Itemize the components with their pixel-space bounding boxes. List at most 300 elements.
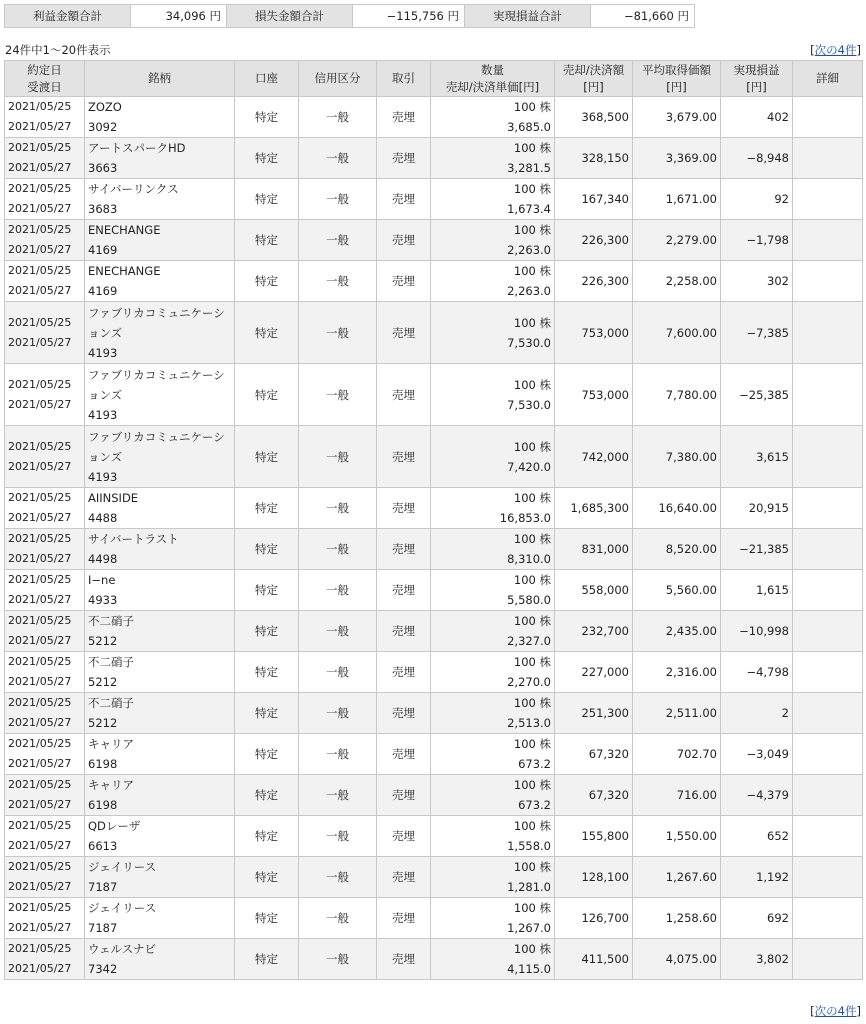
trade-cell: 売埋 xyxy=(377,570,431,611)
detail-cell xyxy=(793,611,863,652)
qty-cell xyxy=(431,775,555,816)
stock-code: 4933 xyxy=(88,593,118,607)
stock-name: ファブリカコミュニケーションズ xyxy=(88,305,225,340)
qty-cell xyxy=(431,220,555,261)
unit-price: 673.2 xyxy=(518,798,551,812)
account-cell: 特定 xyxy=(235,179,299,220)
realized-pl-cell: 2 xyxy=(721,693,793,734)
settle-date: 2021/05/27 xyxy=(8,675,72,688)
stock-cell xyxy=(85,570,235,611)
detail-cell xyxy=(793,570,863,611)
settle-date: 2021/05/27 xyxy=(8,716,72,729)
stock-code: 4488 xyxy=(88,511,118,525)
realized-pl-cell: −25,385 xyxy=(721,364,793,426)
qty-value: 100 株 xyxy=(513,315,551,330)
stock-cell xyxy=(85,693,235,734)
date-cell xyxy=(5,426,85,488)
detail-cell xyxy=(793,97,863,138)
stock-name: アートスパークHD xyxy=(88,141,186,155)
detail-cell xyxy=(793,693,863,734)
header-date: 約定日 受渡日 xyxy=(5,61,85,97)
profit-total-value: 34,096 円 xyxy=(131,5,227,28)
date-cell xyxy=(5,816,85,857)
qty-value: 100 株 xyxy=(513,439,551,454)
stock-cell xyxy=(85,529,235,570)
date-cell xyxy=(5,570,85,611)
trade-date: 2021/05/25 xyxy=(8,491,72,504)
qty-value: 100 株 xyxy=(513,141,551,155)
detail-cell xyxy=(793,220,863,261)
detail-cell xyxy=(793,734,863,775)
stock-cell xyxy=(85,220,235,261)
table-row xyxy=(5,529,863,570)
settle-date: 2021/05/27 xyxy=(8,634,72,647)
account-cell: 特定 xyxy=(235,138,299,179)
qty-cell xyxy=(431,364,555,426)
date-cell xyxy=(5,529,85,570)
qty-cell xyxy=(431,734,555,775)
account-cell: 特定 xyxy=(235,734,299,775)
stock-cell xyxy=(85,898,235,939)
credit-cell: 一般 xyxy=(299,816,377,857)
qty-value: 100 株 xyxy=(513,614,551,628)
account-cell: 特定 xyxy=(235,302,299,364)
realized-pl-cell: −4,379 xyxy=(721,775,793,816)
table-row xyxy=(5,939,863,980)
amount-cell: 227,000 xyxy=(555,652,633,693)
trade-cell: 売埋 xyxy=(377,220,431,261)
qty-value: 100 株 xyxy=(513,860,551,874)
date-cell xyxy=(5,652,85,693)
qty-cell xyxy=(431,570,555,611)
account-cell: 特定 xyxy=(235,426,299,488)
amount-cell: 128,100 xyxy=(555,857,633,898)
trade-cell: 売埋 xyxy=(377,529,431,570)
result-count-bar xyxy=(5,43,861,57)
date-cell xyxy=(5,261,85,302)
avg-price-cell: 7,780.00 xyxy=(633,364,721,426)
stock-code: 6198 xyxy=(88,798,118,812)
qty-cell xyxy=(431,857,555,898)
stock-code: 5212 xyxy=(88,716,118,730)
credit-cell: 一般 xyxy=(299,939,377,980)
settle-date: 2021/05/27 xyxy=(8,284,72,297)
realized-pl-cell: 20,915 xyxy=(721,488,793,529)
realized-pl-cell: 302 xyxy=(721,261,793,302)
table-row xyxy=(5,693,863,734)
qty-value: 100 株 xyxy=(513,264,551,278)
table-row xyxy=(5,488,863,529)
unit-price: 1,267.0 xyxy=(507,921,551,935)
header-avg-price: 平均取得価額 [円] xyxy=(633,61,721,97)
avg-price-cell: 2,435.00 xyxy=(633,611,721,652)
qty-cell xyxy=(431,898,555,939)
trade-date: 2021/05/25 xyxy=(8,696,72,709)
credit-cell: 一般 xyxy=(299,611,377,652)
credit-cell: 一般 xyxy=(299,220,377,261)
realized-pl-cell: 92 xyxy=(721,179,793,220)
settle-date: 2021/05/27 xyxy=(8,962,72,975)
amount-cell: 226,300 xyxy=(555,261,633,302)
date-cell xyxy=(5,939,85,980)
settle-date: 2021/05/27 xyxy=(8,120,72,133)
date-cell xyxy=(5,220,85,261)
stock-cell xyxy=(85,261,235,302)
unit-price: 7,530.0 xyxy=(507,335,551,350)
amount-cell: 167,340 xyxy=(555,179,633,220)
qty-cell xyxy=(431,426,555,488)
result-count-text: 24件中1～20件表示 xyxy=(5,43,111,57)
stock-name: サイバーリンクス xyxy=(88,182,179,196)
trade-date: 2021/05/25 xyxy=(8,100,72,113)
trade-date: 2021/05/25 xyxy=(8,614,72,627)
avg-price-cell: 1,671.00 xyxy=(633,179,721,220)
detail-cell xyxy=(793,775,863,816)
unit-price: 2,263.0 xyxy=(507,243,551,257)
table-row xyxy=(5,734,863,775)
account-cell: 特定 xyxy=(235,220,299,261)
table-row xyxy=(5,570,863,611)
trade-cell: 売埋 xyxy=(377,898,431,939)
credit-cell: 一般 xyxy=(299,693,377,734)
unit-price: 673.2 xyxy=(518,757,551,771)
trade-cell: 売埋 xyxy=(377,611,431,652)
qty-value: 100 株 xyxy=(513,532,551,546)
detail-cell xyxy=(793,364,863,426)
date-cell xyxy=(5,364,85,426)
trade-date: 2021/05/25 xyxy=(8,901,72,914)
table-row xyxy=(5,816,863,857)
table-header-row xyxy=(5,61,863,97)
credit-cell: 一般 xyxy=(299,857,377,898)
trade-cell: 売埋 xyxy=(377,261,431,302)
settle-date: 2021/05/27 xyxy=(8,161,72,174)
stock-cell xyxy=(85,816,235,857)
stock-code: 4169 xyxy=(88,243,118,257)
detail-cell xyxy=(793,261,863,302)
qty-cell xyxy=(431,179,555,220)
trade-date: 2021/05/25 xyxy=(8,860,72,873)
avg-price-cell: 3,369.00 xyxy=(633,138,721,179)
realized-pl-cell: −8,948 xyxy=(721,138,793,179)
realized-pl-cell: 652 xyxy=(721,816,793,857)
stock-code: 4498 xyxy=(88,552,118,566)
table-row xyxy=(5,220,863,261)
settle-date: 2021/05/27 xyxy=(8,839,72,852)
qty-cell xyxy=(431,816,555,857)
unit-price: 1,281.0 xyxy=(507,880,551,894)
unit-price: 3,281.5 xyxy=(507,161,551,175)
realized-pl-cell: −1,798 xyxy=(721,220,793,261)
detail-cell xyxy=(793,302,863,364)
date-cell xyxy=(5,179,85,220)
avg-price-cell: 4,075.00 xyxy=(633,939,721,980)
settle-date: 2021/05/27 xyxy=(8,552,72,565)
amount-cell: 558,000 xyxy=(555,570,633,611)
date-cell xyxy=(5,775,85,816)
qty-value: 100 株 xyxy=(513,573,551,587)
unit-price: 7,420.0 xyxy=(507,459,551,474)
stock-name: ファブリカコミュニケーションズ xyxy=(88,429,225,464)
trade-date: 2021/05/25 xyxy=(8,655,72,668)
avg-price-cell: 3,679.00 xyxy=(633,97,721,138)
stock-code: 6198 xyxy=(88,757,118,771)
stock-name: ファブリカコミュニケーションズ xyxy=(88,367,225,402)
stock-name: 不二硝子 xyxy=(88,696,134,710)
credit-cell: 一般 xyxy=(299,302,377,364)
unit-price: 2,327.0 xyxy=(507,634,551,648)
qty-value: 100 株 xyxy=(513,696,551,710)
unit-price: 8,310.0 xyxy=(507,552,551,566)
qty-cell xyxy=(431,611,555,652)
avg-price-cell: 16,640.00 xyxy=(633,488,721,529)
stock-cell xyxy=(85,488,235,529)
date-cell xyxy=(5,734,85,775)
detail-cell xyxy=(793,898,863,939)
stock-name: キャリア xyxy=(88,737,134,751)
unit-price: 2,270.0 xyxy=(507,675,551,689)
table-row xyxy=(5,426,863,488)
avg-price-cell: 1,267.60 xyxy=(633,857,721,898)
unit-price: 4,115.0 xyxy=(507,962,551,976)
stock-cell xyxy=(85,857,235,898)
qty-cell xyxy=(431,261,555,302)
header-trade: 取引 xyxy=(377,61,431,97)
stock-code: 3663 xyxy=(88,161,118,175)
credit-cell: 一般 xyxy=(299,898,377,939)
qty-cell xyxy=(431,488,555,529)
header-account: 口座 xyxy=(235,61,299,97)
trade-cell: 売埋 xyxy=(377,816,431,857)
trade-cell: 売埋 xyxy=(377,138,431,179)
qty-cell xyxy=(431,652,555,693)
realized-pl-cell: 1,615 xyxy=(721,570,793,611)
date-cell xyxy=(5,488,85,529)
unit-price: 1,558.0 xyxy=(507,839,551,853)
detail-cell xyxy=(793,857,863,898)
trade-cell: 売埋 xyxy=(377,652,431,693)
avg-price-cell: 2,279.00 xyxy=(633,220,721,261)
table-row xyxy=(5,652,863,693)
stock-name: QDレーザ xyxy=(88,819,141,833)
realized-pl-cell: −10,998 xyxy=(721,611,793,652)
trade-date: 2021/05/25 xyxy=(8,778,72,791)
credit-cell: 一般 xyxy=(299,179,377,220)
stock-code: 3683 xyxy=(88,202,118,216)
settle-date: 2021/05/27 xyxy=(8,880,72,893)
account-cell: 特定 xyxy=(235,939,299,980)
detail-cell xyxy=(793,652,863,693)
next-page-link-top[interactable]: 次の4件 xyxy=(814,43,857,57)
avg-price-cell: 1,258.60 xyxy=(633,898,721,939)
amount-cell: 1,685,300 xyxy=(555,488,633,529)
trade-cell: 売埋 xyxy=(377,179,431,220)
qty-value: 100 株 xyxy=(513,491,551,505)
amount-cell: 753,000 xyxy=(555,364,633,426)
trade-date: 2021/05/25 xyxy=(8,141,72,154)
qty-value: 100 株 xyxy=(513,778,551,792)
unit-price: 1,673.4 xyxy=(507,202,551,216)
avg-price-cell: 8,520.00 xyxy=(633,529,721,570)
amount-cell: 226,300 xyxy=(555,220,633,261)
qty-value: 100 株 xyxy=(513,100,551,114)
account-cell: 特定 xyxy=(235,816,299,857)
credit-cell: 一般 xyxy=(299,97,377,138)
next-page-nav-bottom: [次の4件] xyxy=(810,1004,861,1018)
trade-cell: 売埋 xyxy=(377,734,431,775)
table-row xyxy=(5,775,863,816)
trade-date: 2021/05/25 xyxy=(8,377,72,391)
qty-cell xyxy=(431,302,555,364)
account-cell: 特定 xyxy=(235,775,299,816)
credit-cell: 一般 xyxy=(299,652,377,693)
stock-code: 6613 xyxy=(88,839,118,853)
header-realized-pl: 実現損益 [円] xyxy=(721,61,793,97)
settle-date: 2021/05/27 xyxy=(8,243,72,256)
settle-date: 2021/05/27 xyxy=(8,459,72,473)
date-cell xyxy=(5,302,85,364)
credit-cell: 一般 xyxy=(299,138,377,179)
credit-cell: 一般 xyxy=(299,426,377,488)
realized-pl-cell: −7,385 xyxy=(721,302,793,364)
unit-price: 7,530.0 xyxy=(507,397,551,412)
stock-code: 4193 xyxy=(88,469,118,484)
amount-cell: 411,500 xyxy=(555,939,633,980)
trade-date: 2021/05/25 xyxy=(8,182,72,195)
unit-price: 3,685.0 xyxy=(507,120,551,134)
realized-pl-cell: 3,802 xyxy=(721,939,793,980)
trade-date: 2021/05/25 xyxy=(8,223,72,236)
credit-cell: 一般 xyxy=(299,529,377,570)
date-cell xyxy=(5,138,85,179)
qty-value: 100 株 xyxy=(513,819,551,833)
unit-price: 2,513.0 xyxy=(507,716,551,730)
qty-value: 100 株 xyxy=(513,942,551,956)
settle-date: 2021/05/27 xyxy=(8,921,72,934)
detail-cell xyxy=(793,816,863,857)
stock-code: 3092 xyxy=(88,120,118,134)
detail-cell xyxy=(793,488,863,529)
stock-name: キャリア xyxy=(88,778,134,792)
trade-cell: 売埋 xyxy=(377,775,431,816)
avg-price-cell: 2,316.00 xyxy=(633,652,721,693)
trade-date: 2021/05/25 xyxy=(8,315,72,329)
profit-total-label: 利益金額合計 xyxy=(5,5,131,28)
stock-name: ジェイリース xyxy=(88,860,157,874)
detail-cell xyxy=(793,426,863,488)
qty-value: 100 株 xyxy=(513,655,551,669)
stock-code: 7187 xyxy=(88,880,118,894)
amount-cell: 155,800 xyxy=(555,816,633,857)
stock-cell xyxy=(85,426,235,488)
stock-code: 5212 xyxy=(88,634,118,648)
table-body xyxy=(5,97,863,980)
stock-code: 4193 xyxy=(88,407,118,422)
table-row xyxy=(5,302,863,364)
detail-cell xyxy=(793,939,863,980)
account-cell: 特定 xyxy=(235,488,299,529)
stock-code: 7187 xyxy=(88,921,118,935)
qty-cell xyxy=(431,529,555,570)
settle-date: 2021/05/27 xyxy=(8,798,72,811)
qty-value: 100 株 xyxy=(513,182,551,196)
detail-cell xyxy=(793,179,863,220)
next-page-link-bottom[interactable]: 次の4件 xyxy=(814,1004,857,1018)
qty-cell xyxy=(431,693,555,734)
amount-cell: 67,320 xyxy=(555,734,633,775)
stock-name: ZOZO xyxy=(88,100,122,114)
table-row xyxy=(5,138,863,179)
trade-cell: 売埋 xyxy=(377,97,431,138)
stock-cell xyxy=(85,611,235,652)
qty-cell xyxy=(431,97,555,138)
table-row xyxy=(5,179,863,220)
loss-total-label: 損失金額合計 xyxy=(227,5,353,28)
stock-code: 4169 xyxy=(88,284,118,298)
amount-cell: 831,000 xyxy=(555,529,633,570)
realized-pl-cell: −4,798 xyxy=(721,652,793,693)
stock-cell xyxy=(85,734,235,775)
unit-price: 16,853.0 xyxy=(499,511,551,525)
avg-price-cell: 7,600.00 xyxy=(633,302,721,364)
amount-cell: 753,000 xyxy=(555,302,633,364)
qty-value: 100 株 xyxy=(513,737,551,751)
avg-price-cell: 716.00 xyxy=(633,775,721,816)
account-cell: 特定 xyxy=(235,898,299,939)
realized-pl-cell: −21,385 xyxy=(721,529,793,570)
stock-cell xyxy=(85,364,235,426)
realized-pl-cell: 1,192 xyxy=(721,857,793,898)
realized-pl-cell: −3,049 xyxy=(721,734,793,775)
avg-price-cell: 5,560.00 xyxy=(633,570,721,611)
stock-name: I−ne xyxy=(88,573,116,587)
header-detail: 詳細 xyxy=(793,61,863,97)
avg-price-cell: 702.70 xyxy=(633,734,721,775)
trade-date: 2021/05/25 xyxy=(8,942,72,955)
trade-date: 2021/05/25 xyxy=(8,573,72,586)
table-row xyxy=(5,364,863,426)
trade-cell: 売埋 xyxy=(377,857,431,898)
account-cell: 特定 xyxy=(235,693,299,734)
stock-name: ジェイリース xyxy=(88,901,157,915)
stock-code: 4193 xyxy=(88,345,118,360)
stock-name: ウェルスナビ xyxy=(88,942,156,956)
trade-date: 2021/05/25 xyxy=(8,532,72,545)
amount-cell: 251,300 xyxy=(555,693,633,734)
realized-pl-cell: 3,615 xyxy=(721,426,793,488)
stock-name: 不二硝子 xyxy=(88,655,134,669)
trade-date: 2021/05/25 xyxy=(8,439,72,453)
date-cell xyxy=(5,611,85,652)
settle-date: 2021/05/27 xyxy=(8,202,72,215)
avg-price-cell: 1,550.00 xyxy=(633,816,721,857)
table-row xyxy=(5,898,863,939)
trade-cell: 売埋 xyxy=(377,488,431,529)
unit-price: 2,263.0 xyxy=(507,284,551,298)
qty-value: 100 株 xyxy=(513,377,551,392)
trade-history-table xyxy=(4,60,863,980)
avg-price-cell: 2,511.00 xyxy=(633,693,721,734)
header-amount: 売却/決済額 [円] xyxy=(555,61,633,97)
stock-cell xyxy=(85,652,235,693)
amount-cell: 67,320 xyxy=(555,775,633,816)
header-name: 銘柄 xyxy=(85,61,235,97)
credit-cell: 一般 xyxy=(299,734,377,775)
amount-cell: 126,700 xyxy=(555,898,633,939)
stock-cell xyxy=(85,775,235,816)
account-cell: 特定 xyxy=(235,611,299,652)
next-page-nav-top: [次の4件] xyxy=(810,43,861,57)
